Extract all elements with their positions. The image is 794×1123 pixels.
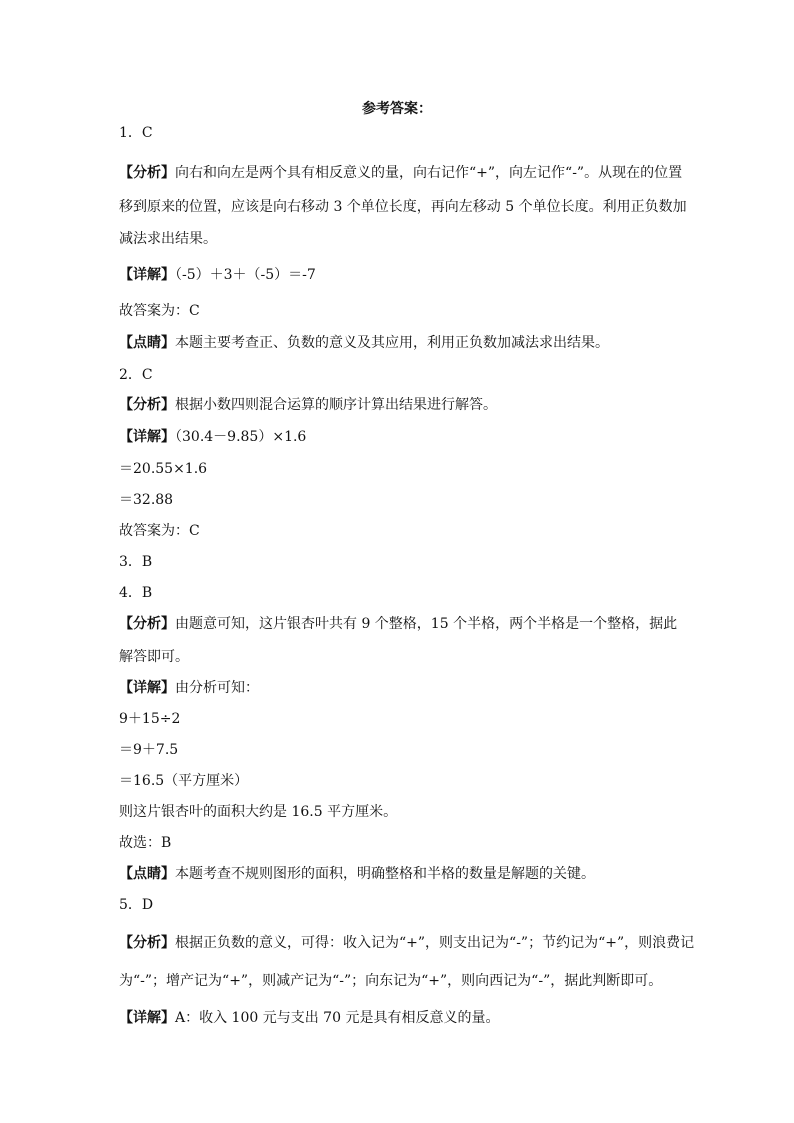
- comment-line: 【点睛】本题考查不规则图形的面积，明确整格和半格的数量是解题的关键。: [119, 866, 595, 882]
- analysis-tag: 【分析】: [119, 616, 175, 632]
- analysis-tag: 【分析】: [119, 935, 175, 951]
- answer-number: 1．C: [119, 125, 153, 141]
- calc-line: ＝16.5（平方厘米）: [119, 773, 249, 789]
- analysis-tag: 【分析】: [119, 397, 175, 413]
- answer-number: 4．B: [119, 585, 153, 601]
- answer-number: 5．D: [119, 897, 154, 913]
- calc-line: ＝9＋7.5: [119, 742, 179, 758]
- comment-tag: 【点睛】: [119, 866, 175, 882]
- detail-line: 【详解】由分析可知：: [119, 680, 259, 696]
- calc-line: ＝20.55×1.6: [119, 461, 208, 477]
- analysis-line: 解答即可。: [119, 649, 189, 665]
- calc-line: 9＋15÷2: [119, 711, 181, 727]
- answer-line: 故答案为：C: [119, 303, 200, 319]
- analysis-line: 为“-”；增产记为“+”，则减产记为“-”；向东记为“+”，则向西记为“-”，据此判断即可。: [119, 973, 663, 989]
- detail-line: 【详解】（30.4－9.85）×1.6: [119, 429, 307, 445]
- analysis-line: 【分析】根据正负数的意义，可得：收入记为“+”，则支出记为“-”；节约记为“+”，则浪费记: [119, 935, 695, 951]
- analysis-line: 【分析】根据小数四则混合运算的顺序计算出结果进行解答。: [119, 397, 497, 413]
- detail-line: 【详解】（-5）＋3＋（-5）＝-7: [119, 267, 316, 283]
- detail-tag: 【详解】: [119, 1010, 175, 1026]
- comment-tag: 【点睛】: [119, 335, 175, 351]
- analysis-line: 【分析】向右和向左是两个具有相反意义的量，向右记作“+”，向左记作“-”。从现在的位置: [119, 165, 683, 181]
- detail-tag: 【详解】: [119, 429, 175, 445]
- conclusion-line: 则这片银杏叶的面积大约是 16.5 平方厘米。: [119, 804, 398, 820]
- analysis-line: 减法求出结果。: [119, 231, 217, 247]
- comment-line: 【点睛】本题主要考查正、负数的意义及其应用，利用正负数加减法求出结果。: [119, 335, 609, 351]
- answer-number: 2．C: [119, 367, 153, 383]
- answer-line: 故选：B: [119, 835, 172, 851]
- calc-line: ＝32.88: [119, 492, 174, 508]
- analysis-line: 【分析】由题意可知，这片银杏叶共有 9 个整格，15 个半格，两个半格是一个整格，据此: [119, 616, 678, 632]
- detail-line: 【详解】A：收入 100 元与支出 70 元是具有相反意义的量。: [119, 1010, 500, 1026]
- analysis-tag: 【分析】: [119, 165, 175, 181]
- detail-tag: 【详解】: [119, 680, 175, 696]
- page-title: 参考答案：: [362, 101, 432, 117]
- answer-number: 3．B: [119, 554, 153, 570]
- analysis-line: 移到原来的位置，应该是向右移动 3 个单位长度，再向左移动 5 个单位长度。利用正负数加: [119, 199, 687, 215]
- answer-line: 故答案为：C: [119, 523, 200, 539]
- detail-tag: 【详解】: [119, 267, 175, 283]
